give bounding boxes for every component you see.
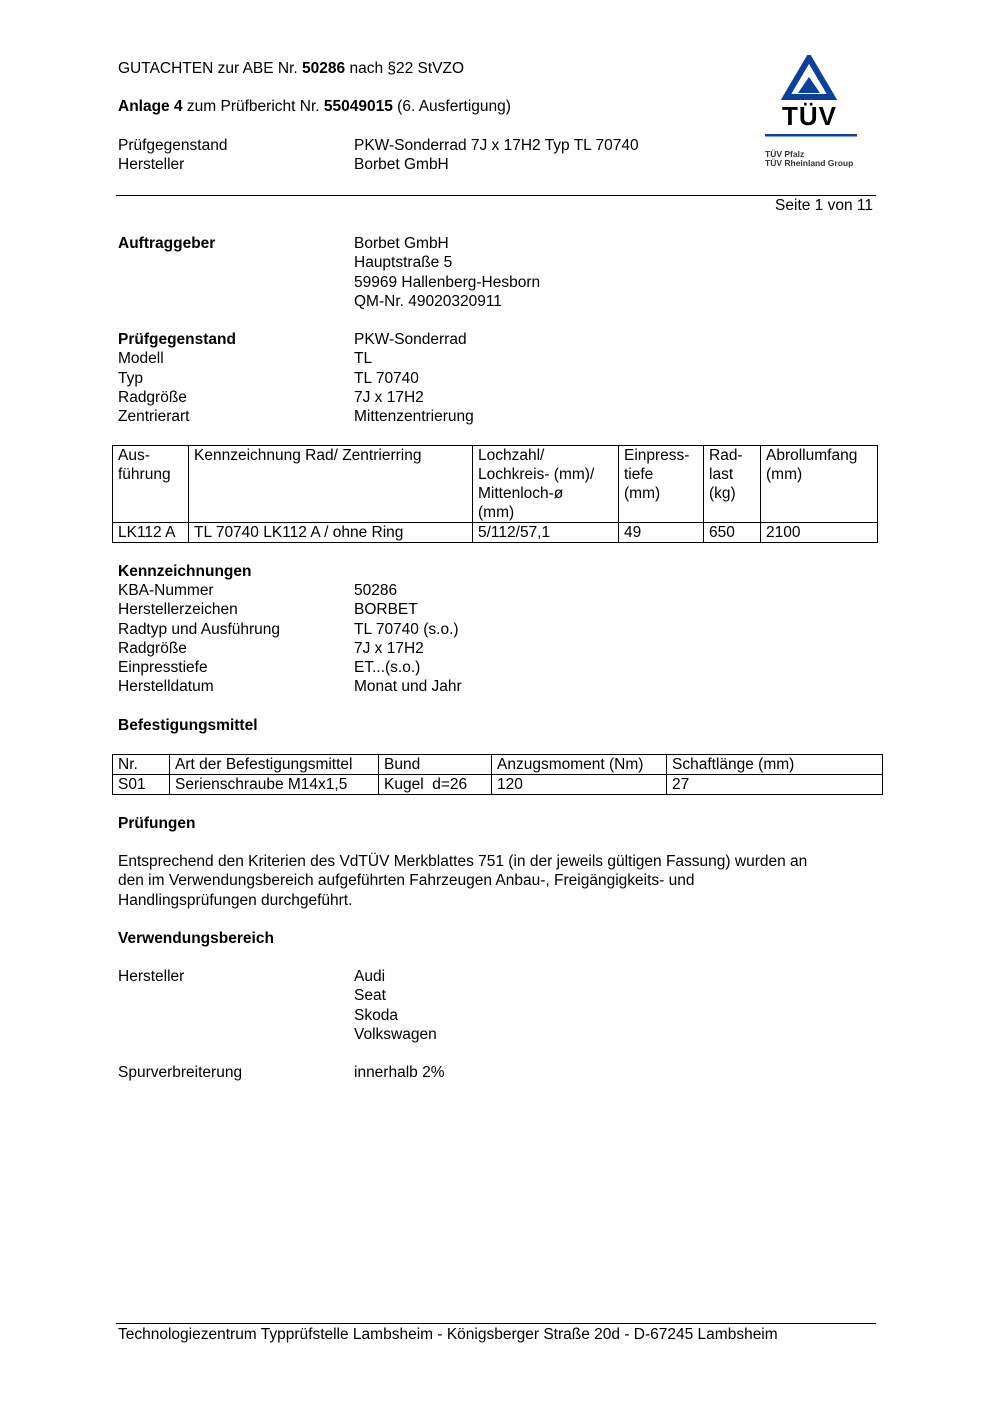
- column-header: Kennzeichnung Rad/ Zentrierring: [189, 446, 473, 523]
- field-value: TL 70740 (s.o.): [354, 620, 459, 638]
- pruefgegenstand-heading: Prüfgegenstand: [118, 331, 236, 348]
- field-value: BORBET: [354, 601, 418, 619]
- column-header: Schaftlänge (mm): [667, 755, 883, 775]
- field-value: PKW-Sonderrad: [354, 331, 467, 348]
- table-cell: Serienschraube M14x1,5: [170, 775, 379, 795]
- field-label: KBA-Nummer: [118, 582, 214, 599]
- field-value: Mittenzentrierung: [354, 408, 474, 426]
- header-hersteller-label: Hersteller: [118, 156, 185, 173]
- kennzeichnungen-labels: [118, 581, 280, 697]
- address-line: Hauptstraße 5: [354, 254, 453, 272]
- footer-divider: [116, 1323, 876, 1324]
- page-indicator: Seite 1 von 11: [775, 197, 873, 214]
- befestigung-heading: Befestigungsmittel: [118, 717, 258, 734]
- column-header: Lochzahl/ Lochkreis- (mm)/ Mittenloch-ø (mm): [473, 446, 619, 523]
- pruefungen-heading: Prüfungen: [118, 815, 196, 832]
- tuev-line2: TÜV Rheinland Group: [765, 158, 854, 168]
- header-divider: [116, 195, 876, 196]
- abe-number: 50286: [302, 60, 346, 77]
- field-value: 7J x 17H2: [354, 639, 424, 657]
- tuev-logo: [762, 55, 862, 173]
- column-header: Art der Befestigungsmittel: [170, 755, 379, 775]
- header-pg-value: PKW-Sonderrad 7J x 17H2 Typ TL 70740: [354, 137, 639, 154]
- address-line: 59969 Hallenberg-Hesborn: [354, 273, 541, 291]
- table-cell: 120: [492, 775, 667, 795]
- auftraggeber-address: [354, 234, 540, 311]
- table-row: [113, 775, 883, 795]
- verwendungsbereich-heading: Verwendungsbereich: [118, 930, 274, 947]
- field-label: Radtyp und Ausführung: [118, 620, 281, 638]
- column-header: Einpress- tiefe (mm): [619, 446, 704, 523]
- table-cell: LK112 A: [113, 523, 189, 543]
- paragraph-line: Handlingsprüfungen durchgeführt.: [118, 891, 353, 909]
- column-header: Aus- führung: [113, 446, 189, 523]
- kennzeichnungen-heading: Kennzeichnungen: [118, 563, 252, 580]
- table-cell: 49: [619, 523, 704, 543]
- wheel-variant-table: [112, 445, 878, 543]
- report-title: [118, 59, 464, 78]
- header-hersteller-value: Borbet GmbH: [354, 156, 449, 173]
- vb-hersteller-label: Hersteller: [118, 968, 185, 985]
- table-cell: 650: [704, 523, 761, 543]
- table-cell: TL 70740 LK112 A / ohne Ring: [189, 523, 473, 543]
- field-label: Typ: [118, 369, 143, 387]
- spur-label: Spurverbreiterung: [118, 1064, 243, 1081]
- paragraph-line: Entsprechend den Kriterien des VdTÜV Merkblattes 751 (in der jeweils gültigen Fassung) wurden an: [118, 853, 808, 870]
- field-label: Modell: [118, 350, 164, 368]
- field-value: 7J x 17H2: [354, 388, 424, 406]
- table-cell: S01: [113, 775, 170, 795]
- header-pg-label: Prüfgegenstand: [118, 137, 228, 154]
- annex-copy: (6. Ausfertigung): [397, 98, 511, 115]
- pruefgegenstand-values: [354, 330, 474, 426]
- field-value: TL 70740: [354, 369, 419, 387]
- column-header: Abrollumfang (mm): [761, 446, 878, 523]
- tuev-wordmark: TÜV: [782, 101, 837, 131]
- table-cell: 5/112/57,1: [473, 523, 619, 543]
- auftraggeber-label: Auftraggeber: [118, 235, 216, 252]
- test-report-number: 55049015: [323, 98, 393, 115]
- field-label: Herstelldatum: [118, 678, 214, 696]
- pruefgegenstand-labels: [118, 330, 236, 426]
- field-label: Zentrierart: [118, 408, 190, 426]
- table-row: [113, 523, 878, 543]
- table-cell: 27: [667, 775, 883, 795]
- field-label: Einpresstiefe: [118, 659, 208, 677]
- table-cell: Kugel d=26: [379, 775, 492, 795]
- field-label: Herstellerzeichen: [118, 601, 238, 619]
- column-header: Anzugsmoment (Nm): [492, 755, 667, 775]
- table-header-row: [113, 755, 883, 775]
- title-prefix: GUTACHTEN zur ABE Nr.: [118, 60, 298, 77]
- column-header: Rad- last (kg): [704, 446, 761, 523]
- footer-text: Technologiezentrum Typprüfstelle Lambsheim - Königsberger Straße 20d - D-67245 Lambsheim: [118, 1326, 778, 1343]
- manufacturer-item: Seat: [354, 987, 386, 1005]
- field-value: TL: [354, 350, 373, 368]
- field-value: ET...(s.o.): [354, 659, 421, 677]
- field-label: Radgröße: [118, 639, 187, 657]
- manufacturer-item: Volkswagen: [354, 1025, 437, 1043]
- field-label: Radgröße: [118, 388, 187, 406]
- paragraph-line: den im Verwendungsbereich aufgeführten Fahrzeugen Anbau-, Freigängigkeits- und: [118, 872, 695, 890]
- pruefungen-text: [118, 852, 807, 910]
- table-cell: 2100: [761, 523, 878, 543]
- column-header: Nr.: [113, 755, 170, 775]
- kennzeichnungen-values: [354, 581, 462, 697]
- vb-hersteller-list: [354, 967, 437, 1044]
- field-value: 50286: [354, 582, 398, 599]
- table-header-row: [113, 446, 878, 523]
- tuev-line1: TÜV Pfalz: [765, 149, 805, 159]
- address-line: Borbet GmbH: [354, 235, 449, 252]
- title-suffix: nach §22 StVZO: [349, 60, 465, 77]
- address-line: QM-Nr. 49020320911: [354, 292, 502, 310]
- spur-value: innerhalb 2%: [354, 1064, 445, 1081]
- fastener-table: [112, 754, 883, 795]
- column-header: Bund: [379, 755, 492, 775]
- field-value: Monat und Jahr: [354, 678, 462, 696]
- manufacturer-item: Audi: [354, 968, 386, 985]
- manufacturer-item: Skoda: [354, 1006, 398, 1024]
- annex-line: [118, 97, 511, 116]
- annex-mid: zum Prüfbericht Nr.: [186, 98, 320, 115]
- annex-label: Anlage 4: [118, 98, 183, 115]
